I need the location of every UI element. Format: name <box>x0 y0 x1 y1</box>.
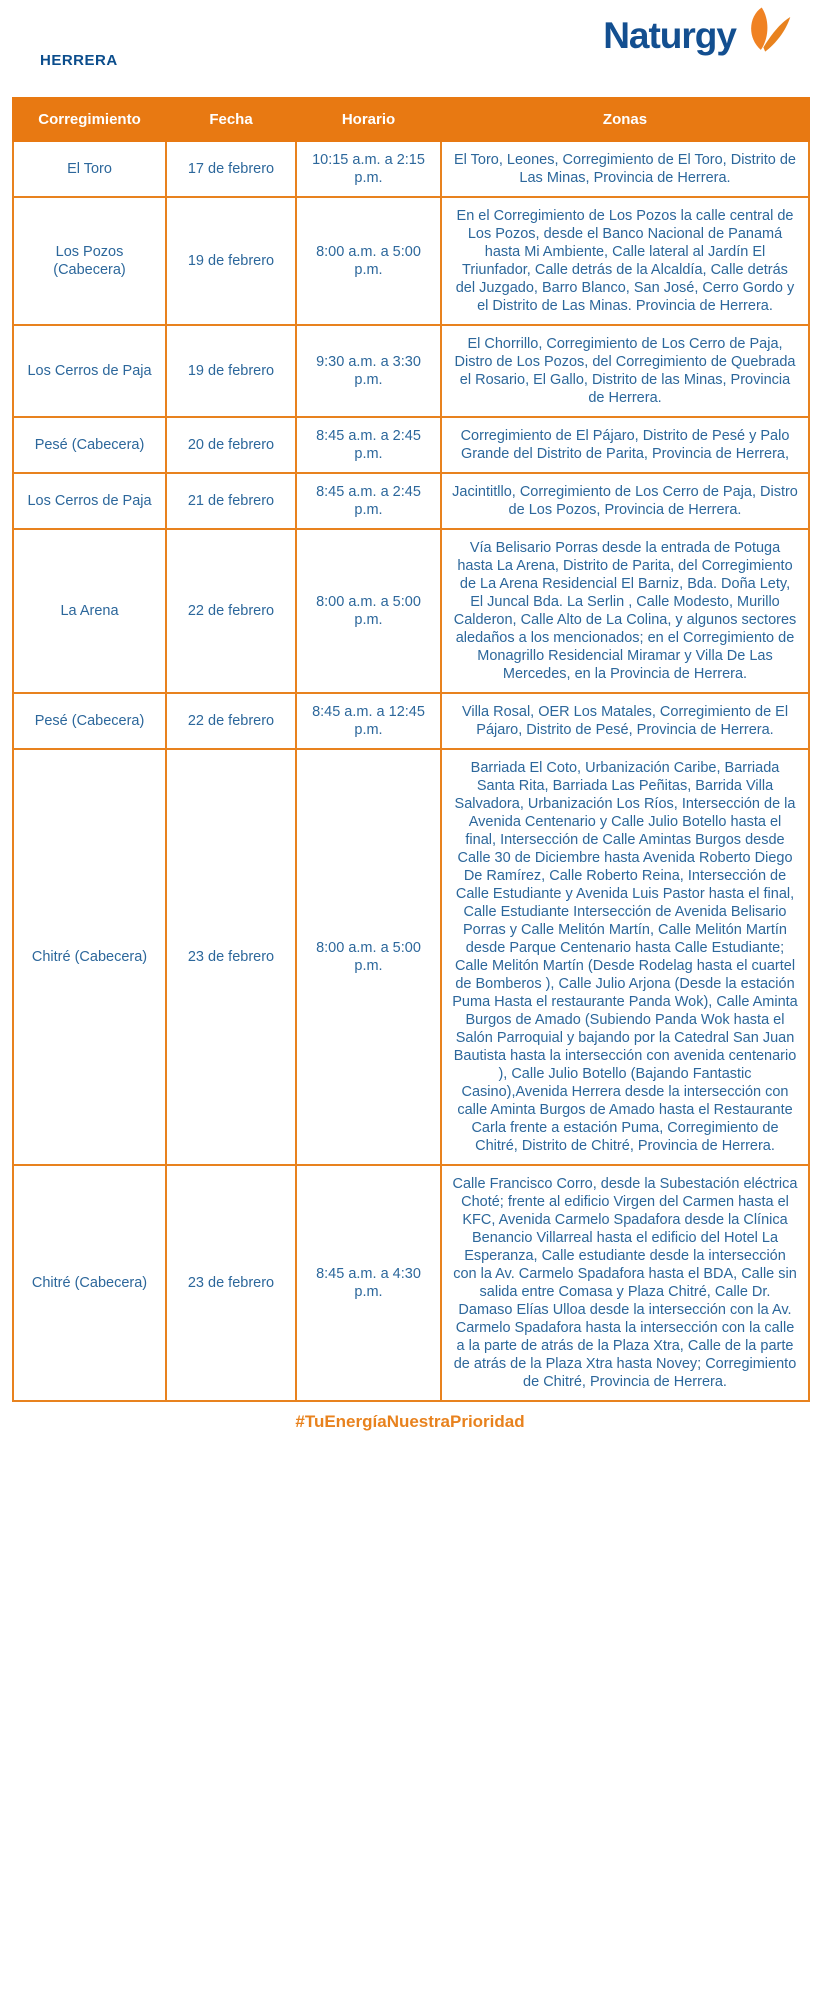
cell-zonas: Villa Rosal, OER Los Matales, Corregimiento de El Pájaro, Distrito de Pesé, Provincia de Herrera. <box>441 693 809 749</box>
cell-corregimiento: La Arena <box>13 529 166 693</box>
column-header-horario: Horario <box>296 98 441 141</box>
cell-corregimiento: El Toro <box>13 141 166 197</box>
column-header-corregimiento: Corregimiento <box>13 98 166 141</box>
cell-corregimiento: Los Pozos (Cabecera) <box>13 197 166 325</box>
cell-fecha: 22 de febrero <box>166 529 296 693</box>
cell-horario: 8:00 a.m. a 5:00 p.m. <box>296 529 441 693</box>
cell-corregimiento: Chitré (Cabecera) <box>13 1165 166 1401</box>
region-title: HERRERA <box>40 52 118 69</box>
cell-fecha: 19 de febrero <box>166 197 296 325</box>
cell-corregimiento: Los Cerros de Paja <box>13 325 166 417</box>
cell-fecha: 22 de febrero <box>166 693 296 749</box>
table-row <box>13 141 809 197</box>
cell-fecha: 21 de febrero <box>166 473 296 529</box>
column-header-zonas: Zonas <box>441 98 809 141</box>
page-header <box>0 0 820 97</box>
cell-zonas: Vía Belisario Porras desde la entrada de Potuga hasta La Arena, Distrito de Parita, del Corregimiento de La Arena Residencial El Barniz, Bda. Doña Lety, El Juncal Bda. La Serlin , Calle Modesto, Murillo Calderon, Calle Alto de La Colina, y algunos sectores aledaños a los mencionados; en el Corregimiento de Monagrillo Residencial Miramar y Villa De Las Mercedes, en la Provincia de Herrera. <box>441 529 809 693</box>
cell-horario: 8:00 a.m. a 5:00 p.m. <box>296 197 441 325</box>
footer-hashtag: #TuEnergíaNuestraPrioridad <box>295 1412 525 1431</box>
column-header-fecha: Fecha <box>166 98 296 141</box>
table-row <box>13 529 809 693</box>
cell-fecha: 23 de febrero <box>166 749 296 1165</box>
cell-zonas: En el Corregimiento de Los Pozos la calle central de Los Pozos, desde el Banco Nacional de Panamá hasta Mi Ambiente, Calle lateral al Jardín El Triunfador, Calle detrás de la Alcaldía, Calle detrás del Juzgado, Barro Blanco, San José, Cerro Gordo y el Distrito de Las Minas. Provincia de Herrera. <box>441 197 809 325</box>
cell-horario: 8:00 a.m. a 5:00 p.m. <box>296 749 441 1165</box>
cell-horario: 10:15 a.m. a 2:15 p.m. <box>296 141 441 197</box>
outage-schedule-table <box>12 97 810 1402</box>
cell-fecha: 20 de febrero <box>166 417 296 473</box>
table-row <box>13 325 809 417</box>
table-row <box>13 1165 809 1401</box>
cell-corregimiento: Chitré (Cabecera) <box>13 749 166 1165</box>
cell-horario: 9:30 a.m. a 3:30 p.m. <box>296 325 441 417</box>
table-row <box>13 417 809 473</box>
cell-horario: 8:45 a.m. a 4:30 p.m. <box>296 1165 441 1401</box>
cell-corregimiento: Los Cerros de Paja <box>13 473 166 529</box>
naturgy-logo-text: Naturgy <box>603 14 736 56</box>
cell-fecha: 19 de febrero <box>166 325 296 417</box>
cell-zonas: El Toro, Leones, Corregimiento de El Toro, Distrito de Las Minas, Provincia de Herrera. <box>441 141 809 197</box>
table-row <box>13 197 809 325</box>
cell-corregimiento: Pesé (Cabecera) <box>13 417 166 473</box>
cell-zonas: Corregimiento de El Pájaro, Distrito de Pesé y Palo Grande del Distrito de Parita, Provincia de Herrera, <box>441 417 809 473</box>
butterfly-icon <box>740 4 792 56</box>
cell-horario: 8:45 a.m. a 12:45 p.m. <box>296 693 441 749</box>
cell-fecha: 17 de febrero <box>166 141 296 197</box>
cell-zonas: Barriada El Coto, Urbanización Caribe, Barriada Santa Rita, Barriada Las Peñitas, Barrida Villa Salvadora, Urbanización Los Ríos, Intersección de la Avenida Centenario y Calle Julio Botello hasta el final, Intersección de Calle Amintas Burgos desde Calle 30 de Diciembre hasta Avenida Roberto Diego De Ramírez, Calle Roberto Reina, Intersección de Calle Estudiante y Avenida Luis Pastor hasta el final, Calle Estudiante Intersección de Avenida Belisario Porras y Calle Melitón Martín, Calle Melitón Martín desde Parque Centenario hasta Calle Estudiante; Calle Melitón Martín (Desde Rodelag hasta el cuartel de Bomberos ), Calle Julio Arjona (Desde la estación Puma Hasta el restaurante Panda Wok), Calle Aminta Burgos de Amado (Subiendo Panda Wok hasta el Salón Parroquial y bajando por la Catedral San Juan Bautista hasta la intersección con avenida centenario ), Calle Julio Botello (Bajando Fantastic Casino),Avenida Herrera desde la intersección con calle Aminta Burgos de Amado hasta el Restaurante Carla frente a estación Puma, Corregimiento de Chitré, Distrito de Chitré, Provincia de Herrera. <box>441 749 809 1165</box>
cell-zonas: El Chorrillo, Corregimiento de Los Cerro de Paja, Distro de Los Pozos, del Corregimiento de Quebrada el Rosario, El Gallo, Distrito de las Minas, Provincia de Herrera. <box>441 325 809 417</box>
cell-horario: 8:45 a.m. a 2:45 p.m. <box>296 473 441 529</box>
cell-corregimiento: Pesé (Cabecera) <box>13 693 166 749</box>
cell-fecha: 23 de febrero <box>166 1165 296 1401</box>
naturgy-logo <box>603 14 792 56</box>
cell-horario: 8:45 a.m. a 2:45 p.m. <box>296 417 441 473</box>
table-row <box>13 473 809 529</box>
cell-zonas: Calle Francisco Corro, desde la Subestación eléctrica Choté; frente al edificio Virgen del Carmen hasta el KFC, Avenida Carmelo Spadafora desde la Clínica Benancio Villarreal hasta el edificio del Hotel La Esperanza, Calle estudiante desde la intersección con la Av. Carmelo Spadafora hasta el BDA, Calle sin salida entre Comasa y Plaza Chitré, Calle Dr. Damaso Elías Ulloa desde la intersección con la Av. Carmelo Spadafora hasta la intersección con la calle a la parte de atrás de la Plaza Xtra, Calle de la parte de atrás de la Plaza Xtra hasta Novey; Corregimiento de Chitré, Provincia de Herrera. <box>441 1165 809 1401</box>
table-row <box>13 749 809 1165</box>
cell-zonas: Jacintitllo, Corregimiento de Los Cerro de Paja, Distro de Los Pozos, Provincia de Herrera. <box>441 473 809 529</box>
table-row <box>13 693 809 749</box>
table-header-row <box>13 98 809 141</box>
